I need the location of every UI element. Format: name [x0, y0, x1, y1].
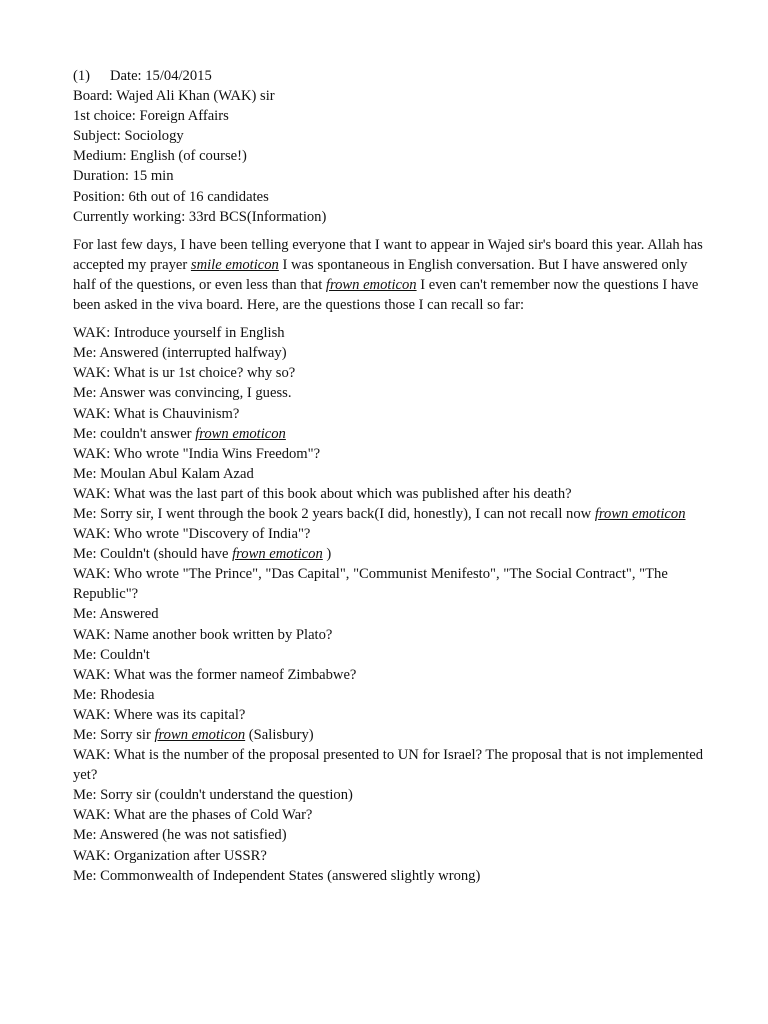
smile-emoticon-link[interactable]: smile emoticon: [190, 256, 279, 273]
dialogue-text: Me: Sorry sir: [73, 727, 155, 743]
interview-header: [73, 66, 713, 227]
dialogue-line: Me: Commonwealth of Independent States (answered slightly wrong): [73, 867, 481, 884]
dialogue-line: Me: Moulan Abul Kalam Azad: [73, 465, 254, 482]
dialogue-text: Me: couldn't answer: [73, 425, 196, 442]
working-line: Currently working: 33rd BCS(Information): [73, 208, 327, 225]
dialogue-line: WAK: What is the number of the proposal presented to UN for Israel? The proposal that is not implemented yet?: [73, 747, 707, 784]
intro-text-3: I even can't remember now the questions I have been asked in the viva board. Here, are the questions those I can recall so far:: [73, 276, 699, 314]
frown-emoticon-link[interactable]: frown emoticon: [232, 546, 323, 563]
intro-text-2: I was spontaneous in English conversation. But I have answered only half of the questions, or even less than that: [73, 256, 688, 293]
duration-line: Duration: 15 min: [73, 168, 174, 185]
frown-emoticon-link[interactable]: frown emoticon: [154, 727, 246, 743]
frown-emoticon-link[interactable]: frown emoticon: [195, 425, 286, 442]
entry-number: (1): [73, 68, 91, 84]
dialogue-line: Me: Rhodesia: [73, 686, 155, 703]
dialogue-line: Me: Answered (he was not satisfied): [73, 827, 287, 844]
dialogue-line: [73, 725, 713, 745]
subject-line: Subject: Sociology: [73, 128, 184, 145]
dialogue-line: WAK: What was the former nameof Zimbabwe?: [73, 666, 357, 683]
position-line: Position: 6th out of 16 candidates: [73, 188, 269, 205]
dialogue-line: WAK: What are the phases of Cold War?: [73, 807, 313, 824]
dialogue-line: WAK: Who wrote "India Wins Freedom"?: [73, 445, 321, 462]
intro-text-1: For last few days, I have been telling everyone that I want to appear in Wajed sir's board this year. Allah has accepted my prayer: [73, 236, 703, 273]
dialogue-line: WAK: Name another book written by Plato?: [73, 626, 333, 643]
dialogue-line: [73, 544, 713, 564]
dialogue-line: WAK: Introduce yourself in English: [73, 325, 285, 342]
dialogue-line: WAK: Where was its capital?: [73, 706, 246, 723]
choice-line: 1st choice: Foreign Affairs: [73, 108, 229, 125]
intro-paragraph: [73, 235, 713, 315]
dialogue-line: WAK: What is ur 1st choice? why so?: [73, 365, 296, 382]
dialogue-line: Me: Sorry sir (couldn't understand the question): [73, 787, 353, 804]
date-text: Date: 15/04/2015: [110, 68, 212, 84]
dialogue-line: WAK: Organization after USSR?: [73, 847, 267, 864]
dialogue-text: Me: Sorry sir, I went through the book 2 years back(I did, honestly), I can not recall now: [73, 505, 595, 522]
qa-dialogue: [73, 323, 713, 886]
dialogue-line: WAK: Who wrote "The Prince", "Das Capital", "Communist Menifesto", "The Social Contract", "The Republic"?: [73, 566, 672, 603]
dialogue-line: WAK: What was the last part of this book about which was published after his death?: [73, 485, 572, 502]
dialogue-line: Me: Answer was convincing, I guess.: [73, 385, 292, 402]
medium-line: Medium: English (of course!): [73, 148, 247, 165]
dialogue-line: [73, 504, 713, 524]
dialogue-line: Me: Answered: [73, 606, 159, 623]
document-page: [73, 66, 713, 886]
dialogue-line: WAK: What is Chauvinism?: [73, 405, 240, 422]
dialogue-line: [73, 424, 713, 444]
dialogue-line: Me: Couldn't: [73, 646, 150, 663]
dialogue-line: WAK: Who wrote "Discovery of India"?: [73, 526, 311, 543]
frown-emoticon-link[interactable]: frown emoticon: [594, 505, 686, 522]
dialogue-text: (Salisbury): [245, 727, 314, 743]
board-line: Board: Wajed Ali Khan (WAK) sir: [73, 88, 275, 105]
frown-emoticon-link[interactable]: frown emoticon: [325, 276, 417, 293]
dialogue-text: Me: Couldn't (should have: [73, 546, 233, 563]
dialogue-text: ): [322, 546, 332, 563]
dialogue-line: Me: Answered (interrupted halfway): [73, 345, 287, 362]
date-line: [73, 66, 713, 86]
